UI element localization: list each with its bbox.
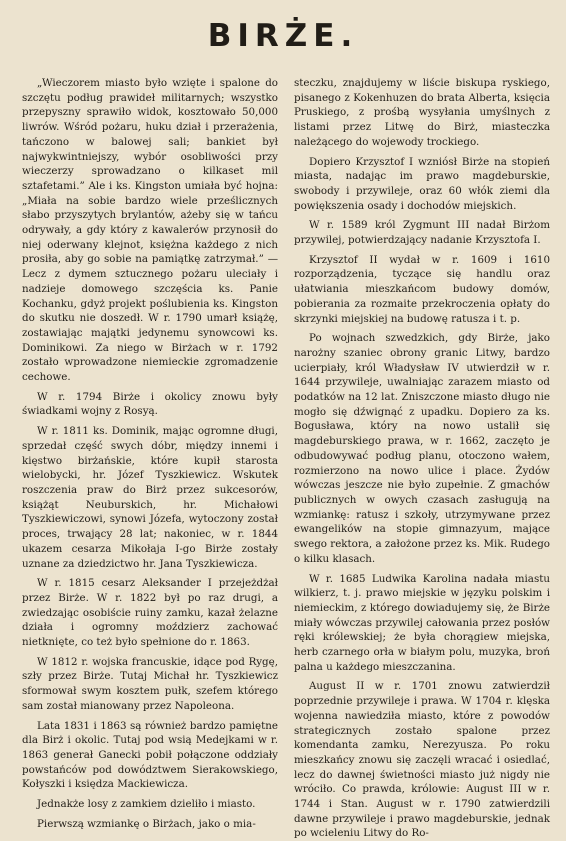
left-column (22, 76, 278, 830)
right-column (294, 76, 550, 840)
paragraph: steczku, znajdujemy w liście biskupa ryskiego, pisanego z Kokenhuzen do brata Alberta, księcia Pruskiego, z prośbą wysyłania umyślnych z listami przez Litwę do Birż, miasteczka należącego do wojewody trockiego. (294, 77, 550, 148)
paragraph: W r. 1815 cesarz Aleksander I przejeżdżał przez Birże. W r. 1822 był po raz drugi, a zwiedzając osobiście ruiny zamku, kazał żelazne działa i ogromny moździerz zachować nietknięte, co też było spełnione do r. 1863. (22, 577, 278, 649)
paragraph: W r. 1685 Ludwika Karolina nadała miastu wilkierz, t. j. prawo miejskie w języku polskim i niemieckim, z którego dowiadujemy się, że Birże miały wówczas przywilej całowania przez posłów ręki królewskiej; że była chorągiew miejska, herb czarnego orła w białym polu, muzyka, broń palna u każdego mieszczanina. (294, 572, 550, 673)
page-title: BIRŻE. (207, 18, 359, 54)
paragraph: August II w r. 1701 znowu zatwierdził poprzednie przywileje i prawa. W 1704 r. klęska wojenna nawiedziła miasto, które z powodów strategicznych zostało spalone przez komendanta zamku, Nerezyusza. Po roku mieszkańcy znowu się zaczęli wracać i osiedlać, lecz do dawnej świetności miasto już nigdy nie wróciło. Co prawda, królowie: August III w r. 1744 i Stan. August w r. 1790 zatwierdzili dawne przywileje i prawo magdeburskie, jednak po wcieleniu Litwy do Ro- (294, 680, 550, 840)
paragraph: Lata 1831 i 1863 są również bardzo pamiętne dla Birż i okolic. Tutaj pod wsią Medejkami w r. 1863 generał Ganecki pobił połączone oddziały powstańców pod dowództwem Sierakowskiego, Kołyszki i księdza Mackiewicza. (22, 719, 278, 791)
paragraph: Dopiero Krzysztof I wzniósł Birże na stopień miasta, nadając im prawo magdeburskie, swobody i przywileje, oraz 60 włók ziemi dla powiększenia osady i dochodów miejskich. (294, 155, 550, 212)
paragraph: „Wieczorem miasto było wzięte i spalone do szczętu podług prawideł militarnych; wszystko przepyszny sprawiło widok, kosztowało 50,000 liwrów. Wśród pożaru, huku dział i przerażenia, tańczono w balowej sali; bankiet był najwykwintniejszy, wybór osobliwości przy wieczerzy sprowadzano o kilkaset mil sztafetami.” Ale i ks. Kingston umiała być hojna: „Miała na sobie bardzo wiele prześlicznych słabo przyszytych brylantów, ażeby się w tańcu odrywały, a gdy który z kawalerów przynosił do niej oderwany klejnot, księżna każdego z nich prosiła, aby go sobie na pamiątkę zatrzymał.” — Lecz z dymem sztucznego pożaru uleciały i nadzieje domowego szczęścia ks. Panie Kochanku, gdyż projekt poślubienia ks. Kingston do skutku nie doszedł. W r. 1790 umarł książę, zostawiając majątki jedynemu synowcowi ks. Dominikowi. Za niego w Birżach w r. 1792 zostało wprowadzone niemieckie zgromadzenie cechowe. (22, 77, 278, 384)
paragraph: Po wojnach szwedzkich, gdy Birże, jako narożny szaniec obrony granic Litwy, bardzo ucierpiały, król Władysław IV utwierdził w r. 1644 przywileje, uwalniając zarazem miasto od podatków na 12 lat. Zniszczone miasto długo nie mogło się dźwignąć z upadku. Dopiero za ks. Bogusława, który na nowo ustalił się magdeburskiego prawa, w r. 1662, zaczęto je odbudowywać podług planu, otoczono wałem, rozmierzono na nowo ulice i place. Żydów wówczas jeszcze nie było zupełnie. Z gmachów publicznych w owych czasach zasługują na wzmiankę: ratusz i szkoły, utrzymywane przez ewangelików na stopie gimnazyum, mające swego rektora, a założone przez ks. Mik. Rudego o kilku klasach. (294, 332, 550, 565)
paragraph: W r. 1811 ks. Dominik, mając ogromne długi, sprzedał część swych dóbr, między innemi i kięstwo birżańskie, które kupił starosta wielobycki, hr. Józef Tyszkiewicz. Wskutek roszczenia praw do Birż przez sukcesorów, książąt Neuburskich, hr. Michałowi Tyszkiewiczowi, synowi Józefa, wytoczony został proces, trwający 28 lat; nakoniec, w r. 1844 ukazem cesarza Mikołaja I-go Birże zostały uznane za dziedzictwo hr. Jana Tyszkiewicza. (22, 425, 278, 570)
paragraph: Jednakże losy z zamkiem dzieliło i miasto. (37, 798, 256, 811)
text-columns (22, 76, 550, 840)
paragraph: Pierwszą wzmiankę o Birżach, jako o mia- (37, 817, 256, 830)
paragraph: W r. 1589 król Zygmunt III nadał Birżom przywilej, potwierdzający nadanie Krzysztofa I. (294, 219, 550, 247)
paragraph: W 1812 r. wojska francuskie, idące pod Rygę, szły przez Birże. Tutaj Michał hr. Tyszkiewicz sformował swym kosztem pułk, szefem którego sam został mianowany przez Napoleona. (22, 655, 278, 712)
paragraph: W r. 1794 Birże i okolicy znowu były świadkami wojny z Rosyą. (22, 390, 278, 418)
paragraph: Krzysztof II wydał w r. 1609 i 1610 rozporządzenia, tyczące się handlu oraz ułatwiania mieszkańcom budowy domów, pobierania za rozmaite przekroczenia opłaty do skrzynki miejskiej na budowę ratusza i t. p. (294, 253, 550, 325)
